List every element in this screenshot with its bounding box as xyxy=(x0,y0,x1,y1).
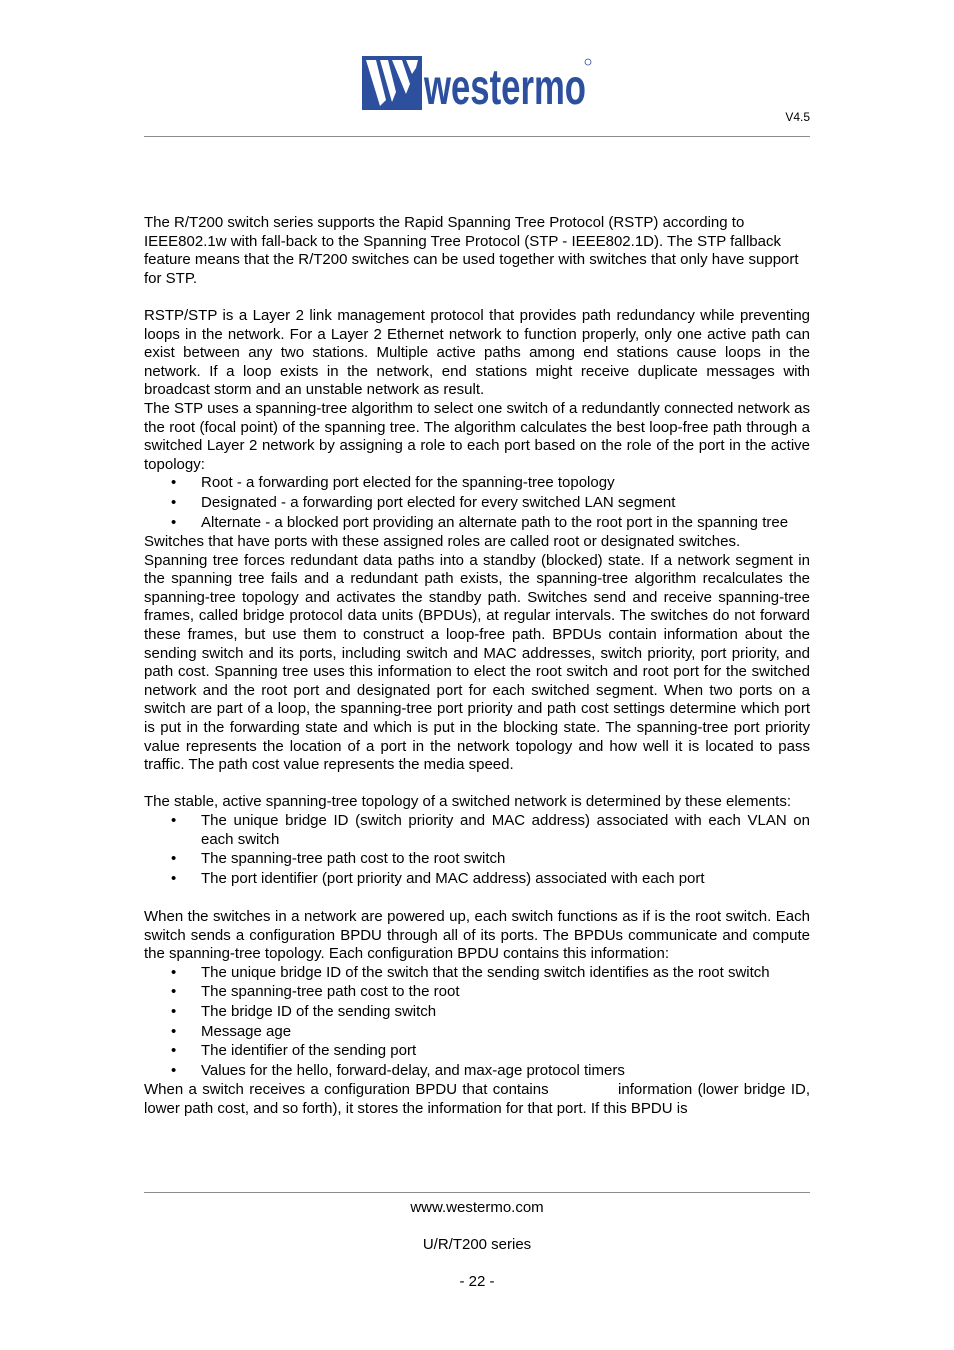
list-item: • The unique bridge ID of the switch that the sending switch identifies as the root switch xyxy=(144,964,810,983)
westermo-logo xyxy=(362,56,592,115)
list-item: • The port identifier (port priority and MAC address) associated with each port xyxy=(144,870,810,889)
list-item: • The bridge ID of the sending switch xyxy=(144,1003,810,1022)
westermo-logo-icon xyxy=(362,56,592,115)
roles-summary: Switches that have ports with these assigned roles are called root or designated switches. xyxy=(144,533,741,551)
topology-elements-list xyxy=(144,812,810,888)
rstp-description: RSTP/STP is a Layer 2 link management protocol that provides path redundancy while preventing loops in the network. For a Layer 2 Ethernet network to function properly, only one active path can exist between any two stations. Multiple active paths among end stations cause loops in the network. If a loop exists in the network, end stations might receive duplicate messages with broadcast storm and an unstable network as result. xyxy=(144,306,810,399)
list-item: • The unique bridge ID (switch priority and MAC address) associated with each VLAN on each switch xyxy=(144,812,810,849)
bpdu-receive-paragraph: When a switch receives a configuration BPDU that contains information (lower bridge ID, lower path cost, and so forth), it stores the information for that port. If this BPDU is xyxy=(144,1081,815,1117)
stp-algorithm-paragraph: The STP uses a spanning-tree algorithm to select one switch of a redundantly connected network as the root (focal point) of the spanning tree. The algorithm calculates the best loop-free path through a switched Layer 2 network by assigning a role to each port based on the role of the port in the active topology: xyxy=(144,399,810,473)
list-item: • Designated - a forwarding port elected for every switched LAN segment xyxy=(144,494,810,513)
list-item: • Root - a forwarding port elected for the spanning-tree topology xyxy=(144,474,810,493)
version-label: V4.5 xyxy=(785,110,810,124)
list-item: • The identifier of the sending port xyxy=(144,1042,810,1061)
svg-text:westermo: westermo xyxy=(423,59,586,115)
footer-product: U/R/T200 series xyxy=(422,1236,532,1253)
power-up-paragraph: When the switches in a network are powered up, each switch functions as if is the root switch. Each switch sends a configuration BPDU through all of its ports. The BPDUs communicate and compute the spanning-tree topology. Each configuration BPDU contains this information: xyxy=(144,907,810,963)
footer-divider xyxy=(144,1192,810,1193)
spanning-tree-paragraph: Spanning tree forces redundant data paths into a standby (blocked) state. If a network segment in the spanning tree fails and a redundant path exists, the spanning-tree algorithm recalculates the spanning-tree topology and activates the standby path. Switches send and receive spanning-tree frames, called bridge protocol data units (BPDUs), at regular intervals. The switches do not forward these frames, but use them to construct a loop-free path. BPDUs contain information about the sending switch and its ports, including switch and MAC addresses, switch priority, port priority, and path cost. Spanning tree uses this information to elect the root switch and root port for the switched network and the root port and designated port for each switched segment. When two ports on a switch are part of a loop, the spanning-tree port priority and path cost settings determine which port is put in the forwarding state and which is put in the blocking state. The spanning-tree port priority value represents the location of a port in the network topology and how well it is located to pass traffic. The path cost value represents the media speed. xyxy=(144,551,810,774)
port-roles-list xyxy=(144,474,810,532)
topology-elements-paragraph: The stable, active spanning-tree topology of a switched network is determined by these elements: xyxy=(144,793,792,811)
footer-website: www.westermo.com xyxy=(410,1199,544,1216)
list-item: • Message age xyxy=(144,1023,810,1042)
list-item: • Alternate - a blocked port providing an alternate path to the root port in the spanning tree xyxy=(144,514,810,533)
page-content xyxy=(144,214,815,1119)
list-item: • The spanning-tree path cost to the root switch xyxy=(144,850,810,869)
header-divider xyxy=(144,136,810,137)
page-number: - 22 - xyxy=(459,1273,495,1290)
bpdu-info-list xyxy=(144,964,810,1081)
intro-paragraph: The R/T200 switch series supports the Rapid Spanning Tree Protocol (RSTP) according to IEEE802.1w with fall-back to the Spanning Tree Protocol (STP - IEEE802.1D). The STP fallback feature means that the R/T200 switches can be used together with switches that only have support for STP. xyxy=(144,214,799,287)
list-item: • The spanning-tree path cost to the root xyxy=(144,983,810,1002)
list-item: • Values for the hello, forward-delay, and max-age protocol timers xyxy=(144,1062,810,1081)
